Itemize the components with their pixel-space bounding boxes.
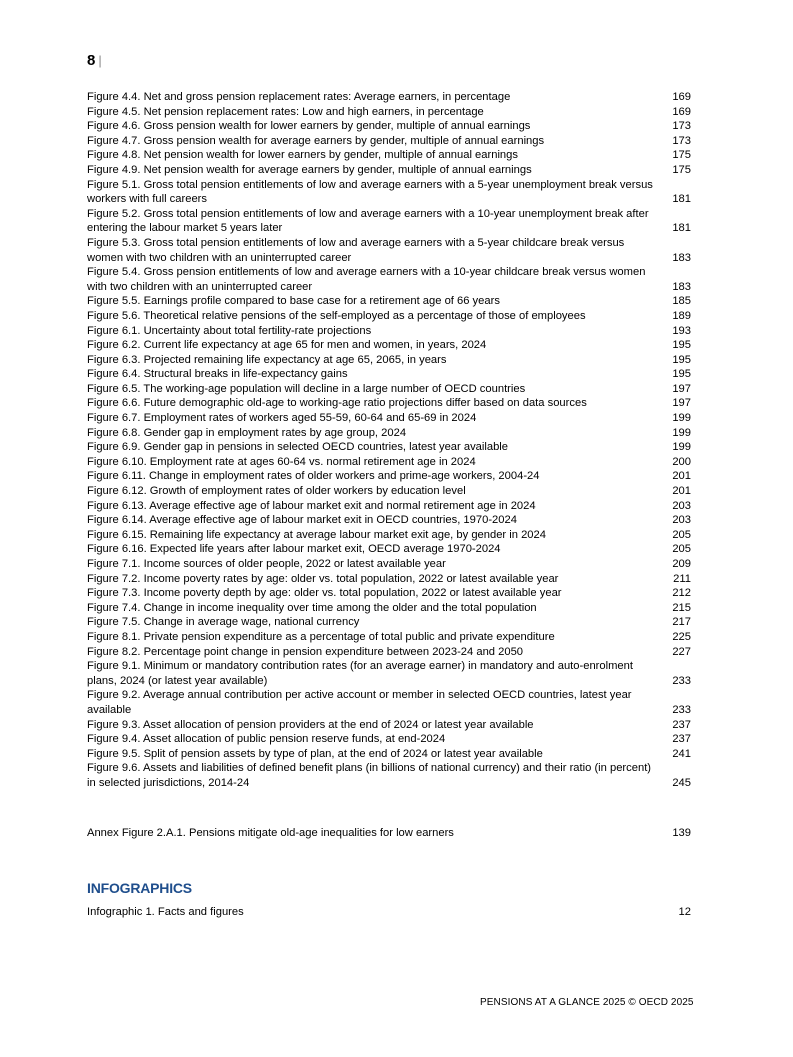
- figure-entry[interactable]: [87, 294, 691, 309]
- figure-entry[interactable]: [87, 499, 691, 514]
- figure-page: 189: [672, 309, 691, 322]
- figure-page: 205: [672, 543, 691, 556]
- figure-entry[interactable]: [87, 163, 691, 178]
- figure-page: 237: [672, 718, 691, 731]
- figure-title: Figure 5.5. Earnings profile compared to base case for a retirement age of 66 years: [87, 295, 500, 308]
- figure-entry[interactable]: [87, 236, 691, 265]
- figure-title: Figure 4.7. Gross pension wealth for average earners by gender, multiple of annual earnings: [87, 134, 545, 147]
- figure-page: 169: [672, 105, 691, 118]
- figure-entry[interactable]: [87, 207, 691, 236]
- figure-title: Figure 6.16. Expected life years after labour market exit, OECD average 1970-2024: [87, 543, 501, 556]
- page-number: [87, 52, 102, 69]
- figure-title: Figure 8.2. Percentage point change in pension expenditure between 2023-24 and 2050: [87, 645, 524, 658]
- figure-entry[interactable]: [87, 747, 691, 762]
- figure-title: Figure 5.3. Gross total pension entitlements of low and average earners with a 5-year childcare break versus women with two children with an uninterrupted career: [87, 236, 625, 264]
- figure-entry[interactable]: [87, 382, 691, 397]
- figure-entry[interactable]: [87, 659, 691, 688]
- figure-page: 205: [672, 528, 691, 541]
- figure-entry[interactable]: [87, 645, 691, 660]
- figure-page: 215: [672, 601, 691, 614]
- figure-page: 225: [672, 630, 691, 643]
- infographic-page: 12: [678, 906, 691, 918]
- figure-title: Figure 6.7. Employment rates of workers aged 55-59, 60-64 and 65-69 in 2024: [87, 412, 477, 425]
- figure-entry[interactable]: [87, 469, 691, 484]
- figure-page: 212: [672, 587, 691, 600]
- figure-entry[interactable]: [87, 455, 691, 470]
- figure-entry[interactable]: [87, 178, 691, 207]
- figure-entry[interactable]: [87, 119, 691, 134]
- infographics-heading: INFOGRAPHICS: [87, 880, 192, 896]
- figure-entry[interactable]: [87, 426, 691, 441]
- figure-page: 199: [672, 426, 691, 439]
- figure-entry[interactable]: [87, 572, 691, 587]
- figure-page: 169: [672, 91, 691, 103]
- annex-figure-page: 139: [672, 827, 691, 839]
- figure-page: 245: [672, 776, 691, 789]
- figure-entry[interactable]: [87, 353, 691, 368]
- figure-page: 241: [672, 747, 691, 760]
- figure-page: 199: [672, 441, 691, 454]
- figure-page: 193: [672, 324, 691, 337]
- figure-title: Figure 5.2. Gross total pension entitlements of low and average earners with a 10-year unemployment break after entering the labour market 5 years later: [87, 207, 649, 235]
- figure-entry[interactable]: [87, 440, 691, 455]
- figure-title: Figure 6.11. Change in employment rates of older workers and prime-age workers, 2004-24: [87, 470, 540, 483]
- figure-page: 201: [672, 470, 691, 483]
- figure-title: Figure 9.1. Minimum or mandatory contribution rates (for an average earner) in mandatory and auto-enrolment plans, 2024 (or latest year available): [87, 660, 633, 687]
- figure-title: Figure 9.6. Assets and liabilities of defined benefit plans (in billions of national currency) and their ratio (in percent) in selected jurisdictions, 2014-24: [87, 762, 652, 789]
- figure-page: 195: [672, 339, 691, 352]
- figure-title: Figure 7.3. Income poverty depth by age: older vs. total population, 2022 or latest available year: [87, 587, 562, 600]
- figure-entry[interactable]: [87, 265, 691, 294]
- figure-title: Figure 9.5. Split of pension assets by type of plan, at the end of 2024 or latest year available: [87, 747, 543, 760]
- infographic-entry[interactable]: [87, 905, 691, 920]
- figure-entry[interactable]: [87, 484, 691, 499]
- figure-title: Figure 7.5. Change in average wage, national currency: [87, 616, 360, 629]
- figure-title: Figure 7.1. Income sources of older people, 2022 or latest available year: [87, 558, 446, 570]
- figure-title: Figure 9.2. Average annual contribution per active account or member in selected OECD countries, latest year available: [87, 689, 632, 716]
- figure-title: Figure 4.8. Net pension wealth for lower earners by gender, multiple of annual earnings: [87, 149, 518, 162]
- figure-title: Figure 9.3. Asset allocation of pension providers at the end of 2024 or latest year available: [87, 718, 534, 731]
- figure-page: 173: [672, 120, 691, 133]
- figure-page: 181: [672, 193, 691, 206]
- figure-title: Figure 6.6. Future demographic old-age to working-age ratio projections differ based on data sources: [87, 397, 587, 410]
- annex-figure-entry[interactable]: [87, 826, 691, 841]
- figure-page: 203: [672, 514, 691, 527]
- figure-title: Figure 4.9. Net pension wealth for average earners by gender, multiple of annual earnings: [87, 163, 532, 176]
- figure-entry[interactable]: [87, 718, 691, 733]
- figure-title: Figure 6.3. Projected remaining life expectancy at age 65, 2065, in years: [87, 353, 447, 366]
- figure-title: Figure 6.12. Growth of employment rates of older workers by education level: [87, 485, 466, 498]
- figure-page: 203: [672, 499, 691, 512]
- figure-entry[interactable]: [87, 761, 691, 790]
- figure-entry[interactable]: [87, 338, 691, 353]
- figure-entry[interactable]: [87, 688, 691, 717]
- figure-title: Figure 5.4. Gross pension entitlements of low and average earners with a 10-year childcare break versus women with two children with an uninterrupted career: [87, 266, 646, 293]
- infographic-title: Infographic 1. Facts and figures: [87, 906, 244, 918]
- figure-title: Figure 6.15. Remaining life expectancy at average labour market exit age, by gender in 2024: [87, 528, 546, 541]
- figure-title: Figure 7.4. Change in income inequality over time among the older and the total population: [87, 601, 537, 614]
- figure-page: 211: [673, 572, 691, 585]
- figure-entry[interactable]: [87, 732, 691, 747]
- annex-figure-title: Annex Figure 2.A.1. Pensions mitigate old-age inequalities for low earners: [87, 827, 454, 839]
- figure-entry[interactable]: [87, 309, 691, 324]
- figure-entry[interactable]: [87, 324, 691, 339]
- figure-entry[interactable]: [87, 148, 691, 163]
- figure-title: Figure 5.1. Gross total pension entitlements of low and average earners with a 5-year unemployment break versus workers with full careers: [87, 178, 653, 206]
- figure-page: 233: [672, 703, 691, 716]
- figure-page: 197: [672, 397, 691, 410]
- figure-title: Figure 7.2. Income poverty rates by age: older vs. total population, 2022 or latest available year: [87, 572, 559, 585]
- figure-entry[interactable]: [87, 367, 691, 382]
- figure-title: Figure 6.5. The working-age population will decline in a large number of OECD countries: [87, 382, 526, 395]
- figure-page: 227: [672, 645, 691, 658]
- figure-entry[interactable]: [87, 586, 691, 601]
- figure-page: 197: [672, 382, 691, 395]
- figure-title: Figure 6.8. Gender gap in employment rates by age group, 2024: [87, 426, 407, 439]
- figure-page: 183: [672, 280, 691, 293]
- figure-page: 173: [672, 134, 691, 147]
- figures-list: [87, 90, 691, 791]
- figure-page: 195: [672, 368, 691, 381]
- figure-entry[interactable]: [87, 630, 691, 645]
- figure-entry[interactable]: [87, 396, 691, 411]
- figure-title: Figure 6.2. Current life expectancy at age 65 for men and women, in years, 2024: [87, 339, 487, 352]
- figure-page: 195: [672, 353, 691, 366]
- figure-page: 199: [672, 412, 691, 425]
- figure-title: Figure 6.10. Employment rate at ages 60-64 vs. normal retirement age in 2024: [87, 455, 476, 468]
- figure-title: Figure 6.13. Average effective age of labour market exit and normal retirement age in 2024: [87, 499, 536, 512]
- figure-title: Figure 4.5. Net pension replacement rates: Low and high earners, in percentage: [87, 105, 484, 118]
- figure-title: Figure 5.6. Theoretical relative pensions of the self-employed as a percentage of those of employees: [87, 309, 586, 322]
- figure-page: 233: [672, 674, 691, 687]
- figure-entry[interactable]: [87, 513, 691, 528]
- figure-entry[interactable]: [87, 557, 691, 572]
- figure-entry[interactable]: [87, 615, 691, 630]
- figure-page: 181: [672, 222, 691, 235]
- figure-title: Figure 6.9. Gender gap in pensions in selected OECD countries, latest year available: [87, 441, 509, 454]
- figure-entry[interactable]: [87, 528, 691, 543]
- figure-page: 175: [672, 163, 691, 176]
- page-footer: PENSIONS AT A GLANCE 2025 © OECD 2025: [480, 997, 694, 1008]
- figure-entry[interactable]: [87, 134, 691, 149]
- figure-entry[interactable]: [87, 601, 691, 616]
- figure-entry[interactable]: [87, 411, 691, 426]
- figure-entry[interactable]: [87, 90, 691, 105]
- figure-title: Figure 6.1. Uncertainty about total fertility-rate projections: [87, 324, 372, 337]
- figure-page: 237: [672, 733, 691, 746]
- figure-title: Figure 4.6. Gross pension wealth for lower earners by gender, multiple of annual earnings: [87, 120, 531, 133]
- figure-page: 209: [672, 558, 691, 570]
- figure-page: 201: [672, 485, 691, 498]
- figure-title: Figure 4.4. Net and gross pension replacement rates: Average earners, in percentage: [87, 91, 511, 103]
- figure-page: 183: [672, 251, 691, 264]
- figure-title: Figure 8.1. Private pension expenditure as a percentage of total public and private expenditure: [87, 630, 555, 643]
- page-number-value: 8: [87, 52, 96, 69]
- figure-title: Figure 6.14. Average effective age of labour market exit in OECD countries, 1970-2024: [87, 514, 517, 527]
- figure-title: Figure 9.4. Asset allocation of public pension reserve funds, at end-2024: [87, 733, 446, 746]
- figure-title: Figure 6.4. Structural breaks in life-expectancy gains: [87, 368, 348, 381]
- figure-page: 175: [672, 149, 691, 162]
- figure-page: 185: [672, 295, 691, 308]
- figure-entry[interactable]: [87, 105, 691, 120]
- page-number-separator: |: [98, 53, 102, 68]
- figure-entry[interactable]: [87, 542, 691, 557]
- figure-page: 217: [672, 616, 691, 629]
- figure-page: 200: [672, 455, 691, 468]
